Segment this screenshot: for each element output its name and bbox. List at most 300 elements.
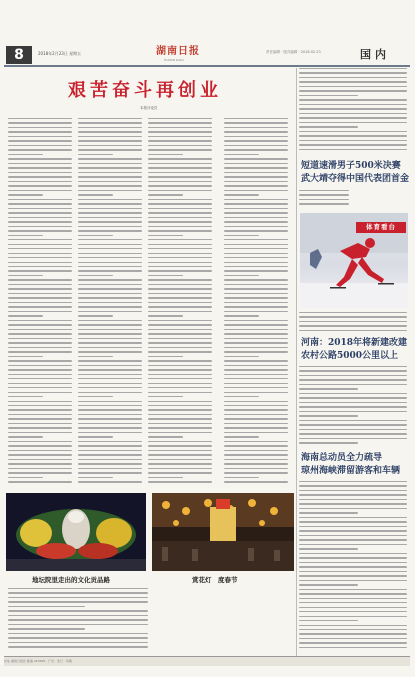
text-line	[8, 387, 72, 388]
text-line	[78, 284, 142, 285]
text-line	[224, 311, 288, 312]
text-line	[148, 459, 212, 460]
text-line	[8, 194, 43, 195]
text-line	[148, 333, 212, 334]
text-line	[148, 244, 212, 245]
text-line	[224, 185, 288, 186]
text-line	[78, 185, 142, 186]
text-line	[78, 221, 142, 222]
text-line	[299, 539, 407, 540]
text-line	[8, 374, 72, 375]
text-line	[299, 580, 407, 581]
text-line	[299, 424, 407, 425]
text-line	[148, 409, 212, 410]
text-line	[148, 329, 212, 330]
text-line	[224, 176, 288, 177]
text-line	[8, 230, 72, 231]
masthead-en: HUNAN DAILY	[164, 58, 185, 62]
text-line	[148, 302, 212, 303]
text-line	[299, 602, 407, 603]
text-line	[78, 445, 142, 446]
text-line	[8, 167, 72, 168]
text-line	[224, 365, 288, 366]
text-line	[8, 445, 72, 446]
text-line	[8, 275, 43, 276]
text-line	[224, 181, 288, 182]
text-line	[78, 230, 142, 231]
text-line	[148, 266, 212, 267]
text-line	[299, 535, 407, 536]
text-line	[299, 553, 407, 554]
article-column	[78, 118, 144, 486]
text-line	[8, 262, 72, 263]
text-line	[8, 208, 72, 209]
text-line	[148, 203, 212, 204]
text-line	[299, 140, 407, 141]
text-line	[8, 244, 72, 245]
text-line	[78, 172, 142, 173]
text-line	[299, 575, 407, 576]
text-line	[78, 477, 113, 478]
text-line	[148, 383, 212, 384]
text-line	[8, 131, 72, 132]
text-line	[299, 190, 349, 191]
text-line	[8, 432, 72, 433]
text-line	[299, 494, 407, 495]
section-name: 国内	[360, 48, 390, 61]
text-line	[148, 401, 212, 402]
text-line	[8, 190, 72, 191]
text-line	[8, 145, 72, 146]
text-line	[8, 369, 72, 370]
text-line	[8, 221, 72, 222]
right-column-text-mid	[299, 312, 409, 334]
text-line	[148, 293, 212, 294]
text-line	[224, 342, 288, 343]
text-line	[8, 297, 72, 298]
text-line	[224, 441, 288, 442]
text-line	[224, 481, 288, 482]
text-line	[224, 477, 259, 478]
text-line	[299, 620, 358, 621]
text-line	[8, 122, 72, 123]
text-line	[8, 181, 72, 182]
text-line	[299, 526, 407, 527]
text-line	[8, 176, 72, 177]
text-line	[78, 275, 113, 276]
text-line	[299, 99, 407, 100]
text-line	[299, 375, 407, 376]
text-line	[148, 378, 212, 379]
issue-date: 2018年2月23日 星期五	[38, 51, 82, 56]
text-line	[78, 338, 142, 339]
text-line	[224, 472, 288, 473]
text-line	[8, 418, 72, 419]
text-line	[299, 149, 407, 150]
column-divider	[296, 68, 297, 656]
text-line	[8, 288, 72, 289]
text-line	[299, 325, 407, 326]
text-line	[299, 415, 358, 416]
main-article-byline: 本报评论员	[140, 106, 158, 110]
skating-article-text	[299, 190, 351, 208]
text-line	[78, 441, 142, 442]
text-line	[299, 438, 407, 439]
text-line	[8, 347, 72, 348]
text-line	[78, 302, 142, 303]
text-line	[299, 548, 358, 549]
text-line	[224, 405, 288, 406]
text-line	[224, 288, 288, 289]
text-line	[224, 118, 288, 119]
text-line	[8, 360, 72, 361]
text-line	[78, 257, 142, 258]
text-line	[148, 217, 212, 218]
text-line	[8, 642, 148, 643]
text-line	[224, 383, 288, 384]
text-line	[148, 122, 212, 123]
text-line	[8, 324, 72, 325]
text-line	[299, 429, 407, 430]
article-column	[8, 118, 74, 486]
left-photo-caption: 地坛院里走出的文化贡品路	[32, 576, 110, 584]
text-line	[8, 302, 72, 303]
photo-caption-text	[8, 588, 294, 651]
main-article-title: 艰苦奋斗再创业	[68, 80, 222, 101]
text-line	[299, 144, 407, 145]
text-line	[78, 239, 142, 240]
text-line	[224, 324, 288, 325]
text-line	[148, 324, 212, 325]
text-line	[78, 324, 142, 325]
headline-speed-skating-2: 武大靖夺得中国代表团首金	[301, 174, 410, 184]
text-line	[8, 293, 72, 294]
text-line	[78, 194, 113, 195]
text-line	[299, 638, 407, 639]
text-line	[8, 423, 72, 424]
text-line	[8, 427, 72, 428]
text-line	[148, 414, 212, 415]
text-line	[224, 253, 288, 254]
text-line	[8, 338, 72, 339]
text-line	[224, 315, 259, 316]
text-line	[299, 521, 407, 522]
text-line	[299, 77, 407, 78]
text-line	[8, 185, 72, 186]
text-line	[78, 154, 113, 155]
text-line	[8, 136, 72, 137]
headline-hainan-strait-2: 琼州海峡滞留游客和车辆	[301, 466, 401, 476]
text-line	[224, 172, 288, 173]
text-line	[8, 624, 148, 625]
text-line	[78, 297, 142, 298]
text-line	[148, 405, 212, 406]
text-line	[299, 72, 407, 73]
text-line	[299, 598, 407, 599]
text-line	[224, 463, 288, 464]
text-line	[299, 90, 407, 91]
masthead: 湖南日报	[156, 46, 200, 57]
text-line	[299, 629, 407, 630]
text-line	[224, 145, 288, 146]
text-line	[78, 208, 142, 209]
text-line	[148, 441, 212, 442]
text-line	[224, 454, 288, 455]
text-line	[148, 235, 183, 236]
text-line	[78, 383, 142, 384]
text-line	[224, 158, 288, 159]
headline-speed-skating: 短道速滑男子500米决赛	[301, 161, 401, 171]
text-line	[224, 347, 288, 348]
text-line	[78, 167, 142, 168]
text-line	[299, 199, 349, 200]
text-line	[78, 450, 142, 451]
text-line	[299, 131, 407, 132]
text-line	[8, 414, 72, 415]
text-line	[78, 118, 142, 119]
text-line	[78, 181, 142, 182]
page-header	[4, 46, 410, 64]
text-line	[299, 607, 407, 608]
text-line	[8, 270, 72, 271]
text-line	[148, 199, 212, 200]
headline-hainan-strait: 海南总动员全力疏导	[301, 453, 383, 463]
text-line	[8, 619, 148, 620]
text-line	[8, 396, 43, 397]
text-line	[8, 637, 148, 638]
text-line	[148, 436, 183, 437]
text-line	[78, 409, 142, 410]
text-line	[78, 217, 142, 218]
text-line	[224, 122, 288, 123]
text-line	[224, 226, 288, 227]
text-line	[78, 387, 142, 388]
text-line	[8, 472, 72, 473]
text-line	[299, 330, 407, 331]
text-line	[148, 392, 212, 393]
text-line	[8, 154, 43, 155]
text-line	[224, 392, 288, 393]
text-line	[299, 625, 407, 626]
text-line	[224, 217, 288, 218]
text-line	[8, 311, 72, 312]
text-line	[8, 329, 72, 330]
text-line	[78, 432, 142, 433]
text-line	[224, 333, 288, 334]
text-line	[299, 104, 407, 105]
text-line	[148, 194, 183, 195]
text-line	[8, 633, 148, 634]
text-line	[299, 571, 407, 572]
text-line	[148, 172, 212, 173]
text-line	[78, 176, 142, 177]
text-line	[8, 610, 148, 611]
text-line	[299, 420, 407, 421]
text-line	[8, 257, 72, 258]
text-line	[299, 642, 407, 643]
text-line	[8, 401, 72, 402]
text-line	[299, 611, 407, 612]
text-line	[299, 490, 407, 491]
text-line	[224, 302, 288, 303]
text-line	[148, 374, 212, 375]
text-line	[8, 118, 72, 119]
text-line	[299, 402, 407, 403]
text-line	[8, 477, 43, 478]
text-line	[8, 459, 72, 460]
text-line	[224, 445, 288, 446]
text-line	[299, 122, 407, 123]
text-line	[299, 544, 407, 545]
text-line	[78, 262, 142, 263]
text-line	[224, 396, 259, 397]
text-line	[299, 397, 407, 398]
text-line	[8, 199, 72, 200]
text-line	[299, 508, 407, 509]
text-line	[224, 239, 288, 240]
text-line	[148, 145, 212, 146]
text-line	[224, 432, 288, 433]
text-line	[78, 418, 142, 419]
text-line	[148, 338, 212, 339]
text-line	[8, 158, 72, 159]
text-line	[148, 369, 212, 370]
text-line	[148, 387, 212, 388]
article-column	[148, 118, 214, 486]
text-line	[299, 379, 407, 380]
text-line	[78, 279, 142, 280]
text-line	[148, 297, 212, 298]
text-line	[78, 427, 142, 428]
text-line	[78, 248, 142, 249]
text-line	[224, 414, 288, 415]
text-line	[299, 503, 407, 504]
text-line	[8, 592, 148, 593]
text-line	[224, 387, 288, 388]
text-line	[148, 262, 212, 263]
text-line	[148, 320, 212, 321]
text-line	[148, 468, 212, 469]
right-column-text-top	[299, 68, 409, 153]
text-line	[8, 149, 72, 150]
text-line	[148, 463, 212, 464]
text-line	[224, 329, 288, 330]
text-line	[148, 418, 212, 419]
text-line	[299, 203, 349, 204]
text-line	[299, 557, 407, 558]
text-line	[224, 149, 288, 150]
text-line	[299, 633, 407, 634]
text-line	[224, 257, 288, 258]
text-line	[8, 239, 72, 240]
text-line	[224, 275, 259, 276]
text-line	[148, 351, 212, 352]
text-line	[148, 275, 183, 276]
text-line	[299, 530, 407, 531]
text-line	[78, 136, 142, 137]
text-line	[299, 117, 407, 118]
text-line	[224, 459, 288, 460]
text-line	[8, 615, 148, 616]
text-line	[78, 127, 142, 128]
text-line	[78, 235, 113, 236]
text-line	[299, 126, 358, 127]
text-line	[78, 131, 142, 132]
text-line	[224, 244, 288, 245]
text-line	[148, 284, 212, 285]
page-number: 8	[6, 46, 32, 64]
text-line	[8, 409, 72, 410]
text-line	[78, 266, 142, 267]
text-line	[78, 463, 142, 464]
text-line	[299, 562, 407, 563]
text-line	[224, 203, 288, 204]
text-line	[78, 329, 142, 330]
text-line	[299, 485, 407, 486]
text-line	[299, 384, 407, 385]
text-line	[78, 374, 142, 375]
text-line	[224, 136, 288, 137]
text-line	[148, 347, 212, 348]
text-line	[224, 212, 288, 213]
text-line	[299, 442, 358, 443]
text-line	[224, 199, 288, 200]
text-line	[224, 140, 288, 141]
sports-badge: 体育看台	[356, 222, 406, 233]
text-line	[224, 167, 288, 168]
text-line	[8, 454, 72, 455]
text-line	[78, 149, 142, 150]
text-line	[299, 589, 407, 590]
text-line	[8, 383, 72, 384]
text-line	[299, 194, 349, 195]
text-line	[78, 122, 142, 123]
text-line	[78, 270, 142, 271]
text-line	[148, 445, 212, 446]
text-line	[78, 401, 142, 402]
text-line	[224, 423, 288, 424]
lantern-photo-right	[152, 493, 294, 571]
text-line	[224, 356, 259, 357]
text-line	[224, 427, 288, 428]
text-line	[224, 262, 288, 263]
text-line	[78, 405, 142, 406]
page-footer: 社址·湖南日报社 邮编 410005 · 广告 · 发行 · 印刷	[4, 656, 410, 666]
text-line	[148, 288, 212, 289]
text-line	[78, 369, 142, 370]
text-line	[148, 149, 212, 150]
text-line	[8, 436, 43, 437]
text-line	[299, 370, 407, 371]
text-line	[8, 588, 148, 589]
text-line	[148, 190, 212, 191]
text-line	[224, 450, 288, 451]
text-line	[8, 266, 72, 267]
text-line	[224, 468, 288, 469]
text-line	[78, 342, 142, 343]
text-line	[78, 392, 142, 393]
text-line	[148, 365, 212, 366]
text-line	[224, 409, 288, 410]
text-line	[148, 270, 212, 271]
text-line	[224, 378, 288, 379]
text-line	[78, 378, 142, 379]
text-line	[224, 360, 288, 361]
text-line	[148, 481, 212, 482]
text-line	[78, 253, 142, 254]
text-line	[78, 360, 142, 361]
article-column	[224, 118, 290, 486]
